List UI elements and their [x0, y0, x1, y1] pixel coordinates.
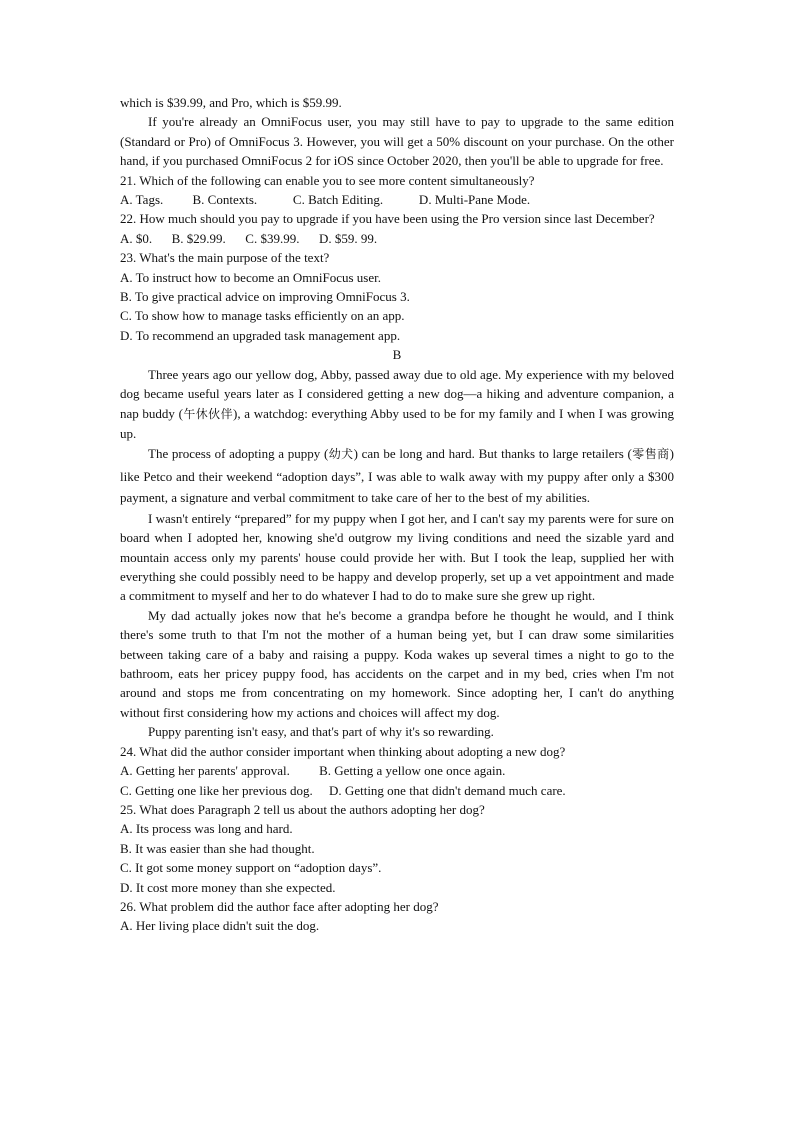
question-options-line: A. Tags. B. Contexts. C. Batch Editing. D. Multi-Pane Mode. — [120, 192, 531, 208]
question-option: D. It cost more money than she expected. — [120, 879, 336, 895]
question-option: A. To instruct how to become an OmniFocus user. — [120, 269, 381, 285]
question-26 — [120, 897, 674, 936]
question-stem: 22. How much should you pay to upgrade if you have been using the Pro version since last December? — [120, 211, 655, 227]
text-run: ) like Petco and their weekend “adoption days”, I was able to walk away with my puppy after only a $300 payment, a signature and verbal commitment to take care of her to the best of my abilities. — [120, 446, 674, 506]
text-run: ) can be long and hard. But thanks to large retailers ( — [353, 446, 632, 462]
question-option: B. To give practical advice on improving OmniFocus 3. — [120, 289, 410, 305]
question-stem: 26. What problem did the author face after adopting her dog? — [120, 898, 439, 914]
question-25 — [120, 800, 674, 897]
text-run: Three years ago our yellow dog, Abby, passed away due to old age. My experience with my beloved dog became useful years later as I considered getting a new dog—a hiking and adventure companion, a nap buddy ( — [120, 366, 674, 421]
question-options-line: A. $0. B. $29.99. C. $39.99. D. $59. 99. — [120, 230, 378, 246]
question-stem: 25. What does Paragraph 2 tell us about the authors adopting her dog? — [120, 801, 485, 817]
chinese-gloss: 零售商 — [631, 447, 670, 462]
question-stem: 23. What's the main purpose of the text? — [120, 250, 330, 266]
question-23 — [120, 248, 674, 345]
question-stem: 24. What did the author consider important when thinking about adopting a new dog? — [120, 743, 566, 759]
question-option: A. Her living place didn't suit the dog. — [120, 918, 320, 934]
passage-b-paragraph-1 — [120, 365, 674, 444]
question-option: A. Its process was long and hard. — [120, 821, 293, 837]
question-21 — [120, 171, 674, 210]
chinese-gloss: 午休伙伴 — [182, 406, 234, 421]
passage-a-upgrade-paragraph: If you're already an OmniFocus user, you may still have to pay to upgrade to the same edition (Standard or Pro) of OmniFocus 3. However, you will get a 50% discount on your purchase. On the other hand, if you purchased OmniFocus 2 for iOS since October 2020, then you'll be able to upgrade for free. — [120, 114, 674, 169]
section-b-label: B — [392, 347, 402, 363]
question-options-line: C. Getting one like her previous dog. D. Getting one that didn't demand much care. — [120, 782, 566, 798]
question-option: D. To recommend an upgraded task management app. — [120, 327, 401, 343]
question-22 — [120, 209, 674, 248]
passage-b-paragraph-2 — [120, 443, 674, 509]
passage-b-paragraph-3: I wasn't entirely “prepared” for my puppy when I got her, and I can't say my parents were for sure on board when I adopted her, knowing she'd outgrow my living conditions and need the sizable yard and mountain access only my parents' house could provide her with. But I took the leap, supplied her with everything she could possibly need to be happy and develop properly, set up a vet appointment and made a commitment to myself and her to do whatever I had to do to make sure she grew up right. — [120, 510, 674, 604]
text-run: The process of adopting a puppy ( — [148, 446, 329, 462]
question-stem: 21. Which of the following can enable you to see more content simultaneously? — [120, 172, 535, 188]
document-page — [120, 93, 674, 936]
text-run: ), a watchdog: everything Abby used to be for my family and I when I was growing up. — [120, 405, 674, 441]
passage-b-paragraph-5: Puppy parenting isn't easy, and that's part of why it's so rewarding. — [148, 724, 494, 740]
passage-b-paragraph-4: My dad actually jokes now that he's become a grandpa before he thought he would, and I think there's some truth to that I'm not the mother of a human being yet, but I can draw some similarities between taking care of a baby and raising a puppy. Koda wakes up several times a night to go to the bathroom, eats her pricey puppy food, has accidents on the carpet and in my bed, cries when I'm not around and stops me from concentrating on my homework. Since adopting her, I can't do anything without first considering how my actions and choices will affect my dog. — [120, 607, 674, 720]
question-option: C. To show how to manage tasks efficiently on an app. — [120, 308, 405, 324]
question-24 — [120, 742, 674, 800]
passage-a-continuation: which is $39.99, and Pro, which is $59.99. — [120, 95, 342, 110]
question-option: C. It got some money support on “adoption days”. — [120, 860, 382, 876]
question-options-line: A. Getting her parents' approval. B. Getting a yellow one once again. — [120, 763, 506, 779]
question-option: B. It was easier than she had thought. — [120, 840, 315, 856]
chinese-gloss: 幼犬 — [328, 447, 354, 462]
